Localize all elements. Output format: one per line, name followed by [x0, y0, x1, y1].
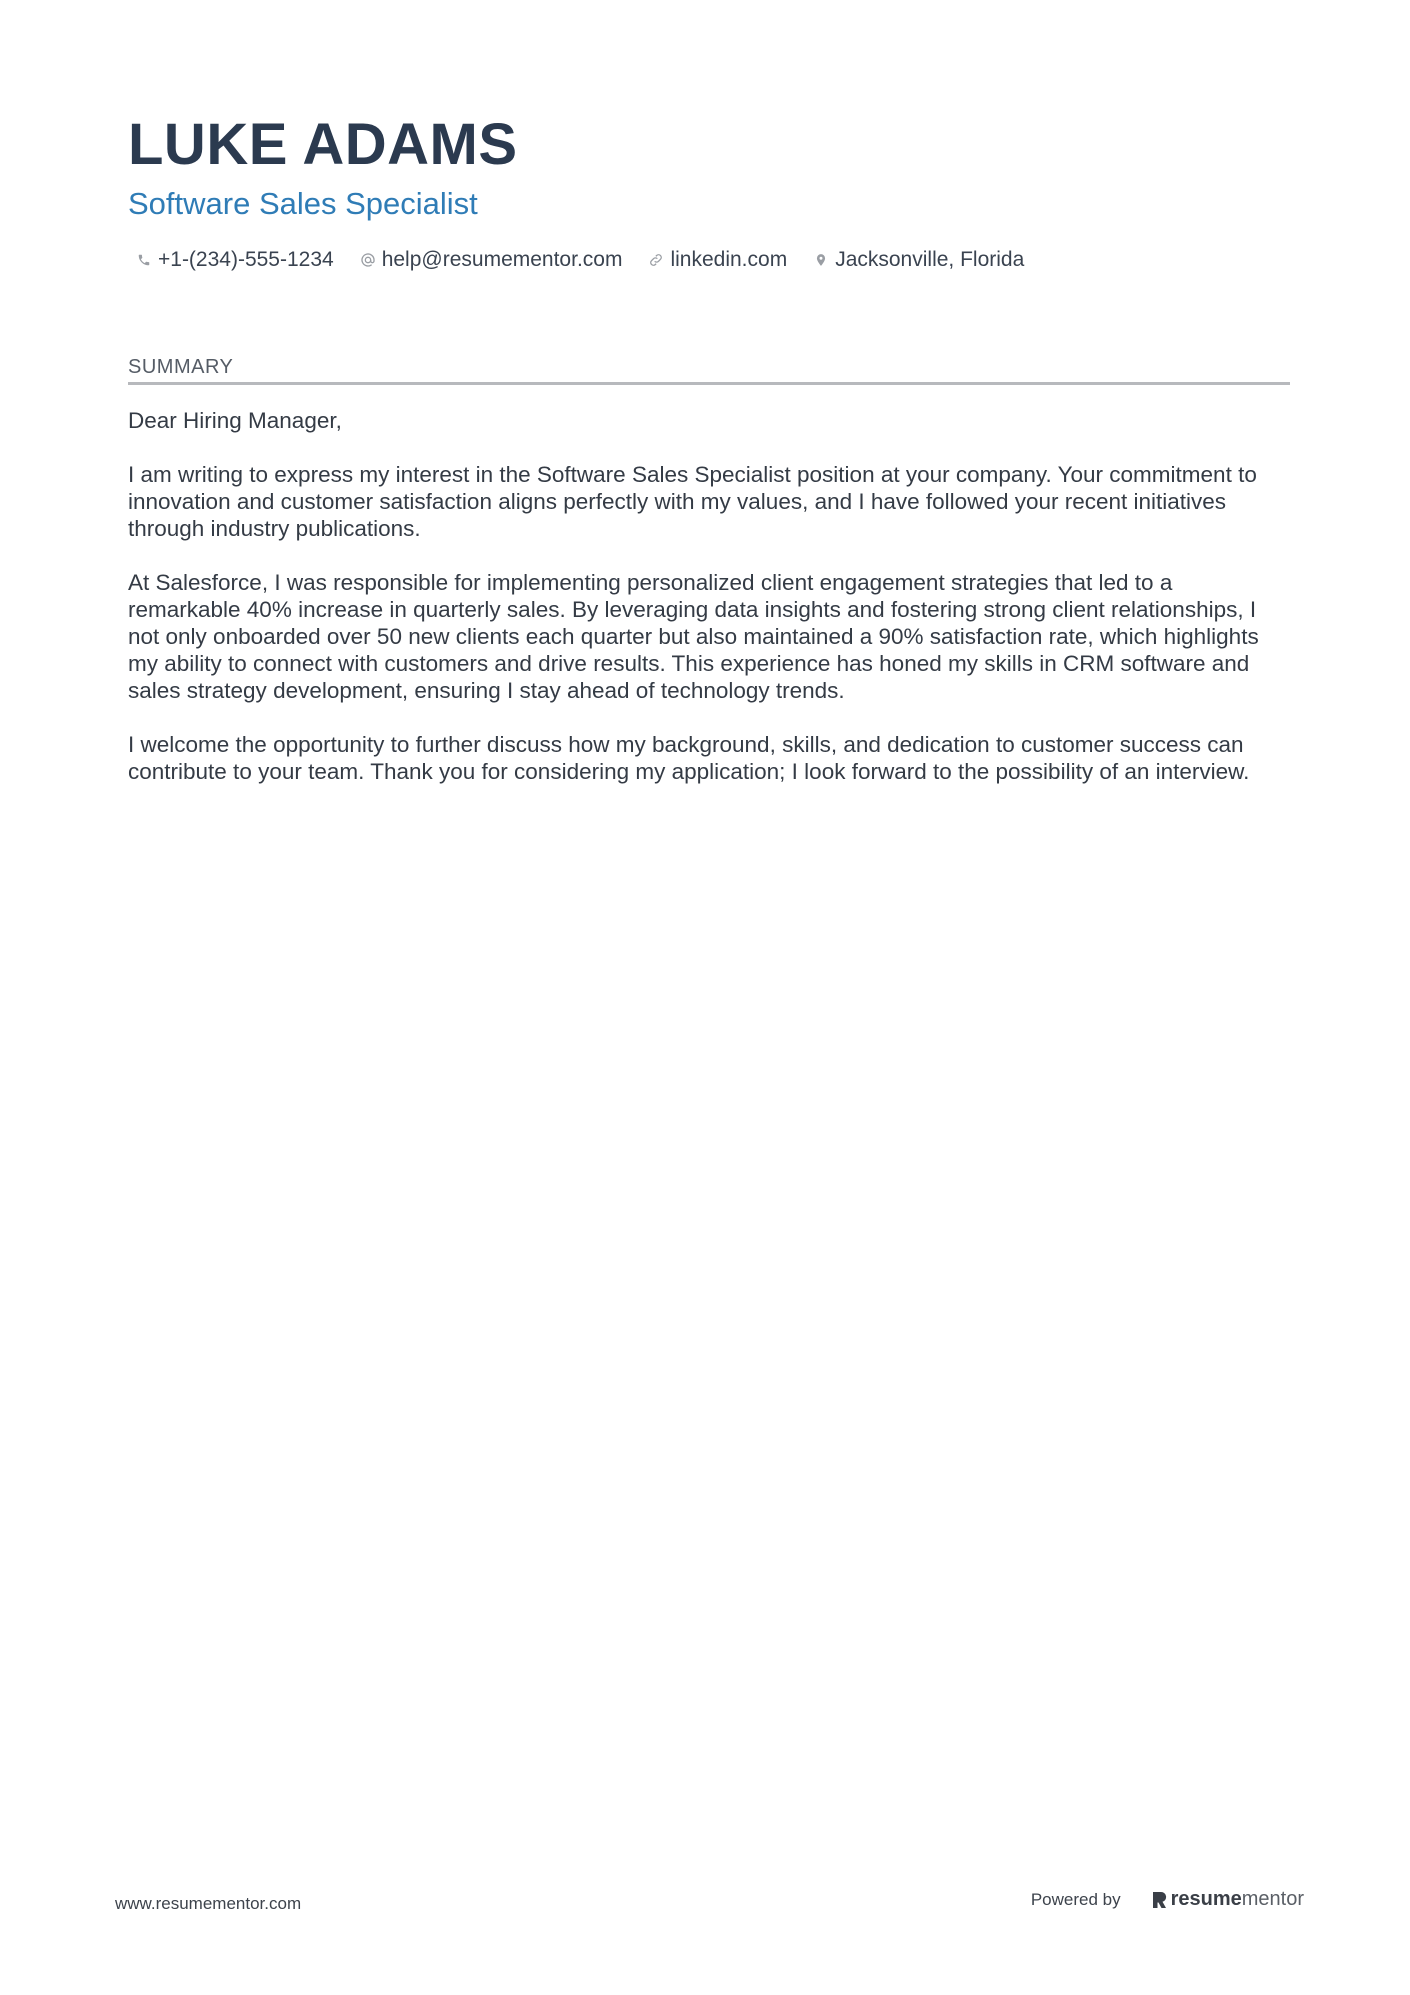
- contact-location: [813, 246, 1024, 274]
- contact-linkedin[interactable]: [648, 246, 787, 274]
- letter-paragraph-3: I welcome the opportunity to further discuss how my background, skills, and dedication to customer success can contribute to your team. Thank you for considering my application; I look forward to the possibility of an interview.: [128, 732, 1250, 784]
- brand-name-light: mentor: [1241, 1888, 1304, 1910]
- location-text: Jacksonville, Florida: [835, 248, 1025, 271]
- letter-paragraph-2: At Salesforce, I was responsible for implementing personalized client engagement strategies that led to a remarkable 40% increase in quarterly sales. By leveraging data insights and fostering strong client relationships, I not only onboarded over 50 new clients each quarter but also maintained a 90% satisfaction rate, which highlights my ability to connect with customers and drive results. This experience has honed my skills in CRM software and sales strategy development, ensuring I stay ahead of technology trends.: [128, 570, 1259, 703]
- summary-heading: SUMMARY: [128, 356, 1290, 385]
- contact-email[interactable]: [360, 246, 623, 274]
- powered-by-label: Powered by: [1030, 1889, 1121, 1909]
- resume-page: [128, 110, 1290, 812]
- location-pin-icon: [813, 251, 829, 269]
- email-text: help@resumementor.com: [381, 248, 623, 271]
- footer-branding: [1031, 1888, 1304, 1911]
- brand-name-bold: resume: [1170, 1888, 1242, 1910]
- brand-logo[interactable]: [1151, 1888, 1304, 1911]
- candidate-name: LUKE ADAMS: [128, 112, 518, 177]
- job-title: Software Sales Specialist: [128, 186, 478, 221]
- letter-paragraph-1: I am writing to express my interest in the Software Sales Specialist position at your company. Your commitment to innovation and customer satisfaction aligns perfectly with my values, and I have followed your recent initiatives through industry publications.: [128, 462, 1257, 541]
- contact-row: [136, 246, 1290, 274]
- at-icon: [360, 251, 376, 269]
- linkedin-text: linkedin.com: [670, 248, 788, 271]
- footer-website-link[interactable]: www.resumementor.com: [115, 1894, 302, 1913]
- cover-letter-body: [128, 407, 1290, 785]
- contact-phone[interactable]: [136, 246, 334, 274]
- letter-greeting: Dear Hiring Manager,: [128, 408, 342, 433]
- phone-text: +1-(234)-555-1234: [158, 248, 334, 271]
- phone-icon: [136, 251, 152, 269]
- resumementor-logo-icon: [1151, 1890, 1167, 1910]
- link-icon: [648, 251, 664, 269]
